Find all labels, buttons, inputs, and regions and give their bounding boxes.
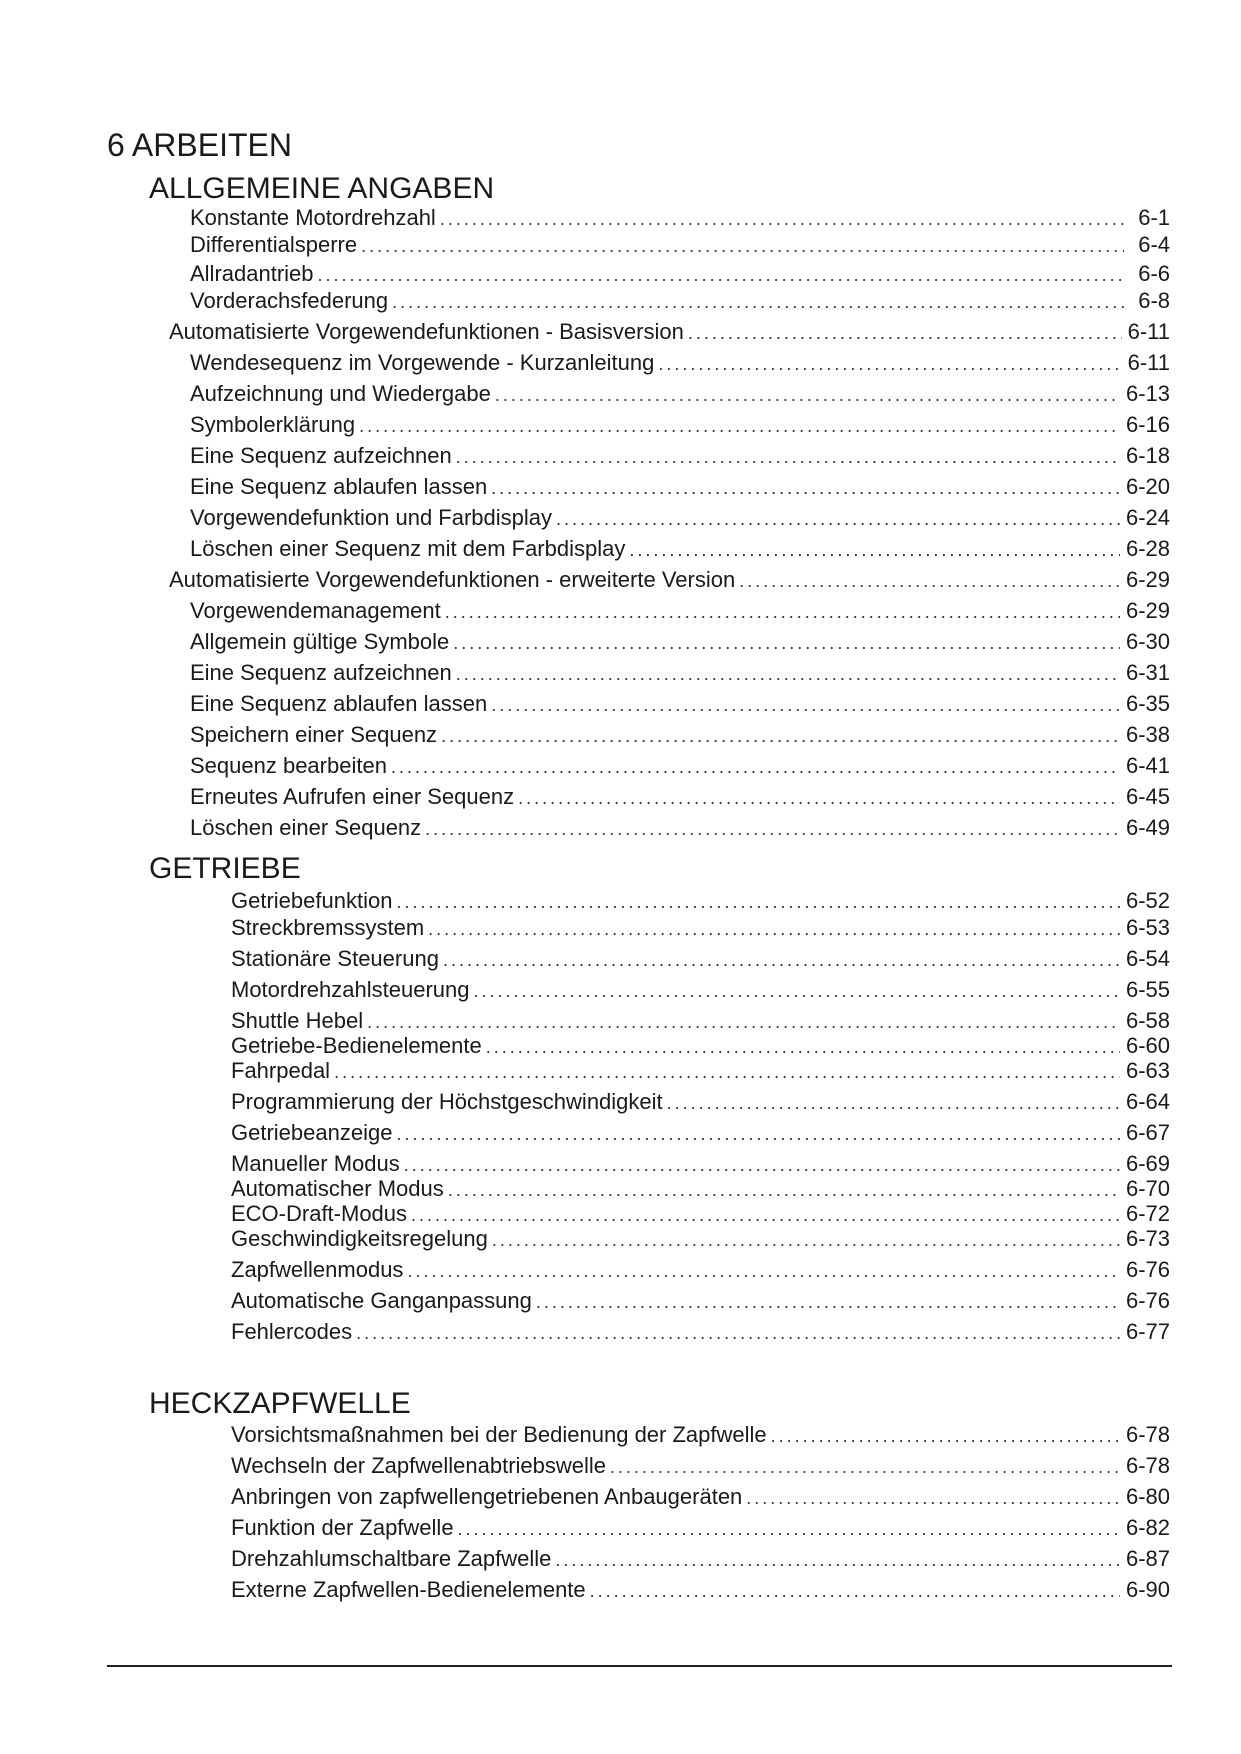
toc-entry-page-number: 6-87 <box>1125 1546 1170 1571</box>
dot-leader <box>536 1289 1120 1315</box>
toc-entry[interactable] <box>231 946 1170 973</box>
toc-entry-label: Differentialsperre <box>190 232 358 257</box>
toc-entry-label: Drehzahlumschaltbare Zapfwelle <box>231 1546 552 1571</box>
toc-entry-label: Motordrehzahlsteuerung <box>231 977 470 1002</box>
toc-entry[interactable] <box>231 1257 1170 1284</box>
dot-leader <box>518 785 1120 811</box>
toc-entry[interactable] <box>190 691 1170 718</box>
toc-entry-label: Programmierung der Höchstgeschwindigkeit <box>231 1089 663 1114</box>
toc-entry-label: Vorgewendefunktion und Farbdisplay <box>190 505 553 530</box>
toc-entry[interactable] <box>231 1089 1170 1116</box>
toc-entry-page-number: 6-28 <box>1125 536 1170 561</box>
dot-leader <box>771 1423 1120 1449</box>
toc-entry[interactable] <box>231 1546 1170 1573</box>
toc-entry-label: Konstante Motordrehzahl <box>190 205 436 230</box>
toc-entry-label: Automatische Ganganpassung <box>231 1288 532 1313</box>
toc-entry-page-number: 6-35 <box>1125 691 1170 716</box>
dot-leader <box>688 320 1122 346</box>
toc-entry-page-number: 6-38 <box>1125 722 1170 747</box>
toc-entry[interactable] <box>231 1484 1170 1511</box>
toc-entry-page-number: 6-8 <box>1138 288 1170 313</box>
toc-entry[interactable] <box>231 1033 1170 1060</box>
toc-entry-label: Anbringen von zapfwellengetriebenen Anbaugeräten <box>231 1484 743 1509</box>
toc-entry[interactable] <box>190 536 1170 563</box>
chapter-title: 6 ARBEITEN <box>107 127 292 163</box>
toc-entry-label: Allgemein gültige Symbole <box>190 629 450 654</box>
toc-entry[interactable] <box>231 915 1170 942</box>
toc-entry-label: Erneutes Aufrufen einer Sequenz <box>190 784 515 809</box>
toc-entry-label: Vorderachsfederung <box>190 288 389 313</box>
toc-entry-page-number: 6-73 <box>1125 1226 1170 1251</box>
dot-leader <box>491 475 1120 501</box>
toc-entry-label: Vorgewendemanagement <box>190 598 441 623</box>
toc-entry-label: Löschen einer Sequenz <box>190 815 422 840</box>
toc-entry[interactable] <box>190 474 1170 501</box>
toc-entry-page-number: 6-90 <box>1125 1577 1170 1602</box>
toc-entry-label: Getriebeanzeige <box>231 1120 393 1145</box>
toc-entry-page-number: 6-24 <box>1125 505 1170 530</box>
toc-entry-page-number: 6-70 <box>1125 1176 1170 1201</box>
toc-entry[interactable] <box>231 888 1170 915</box>
toc-entry-page-number: 6-11 <box>1127 350 1170 375</box>
toc-entry-page-number: 6-6 <box>1138 261 1170 286</box>
toc-entry-page-number: 6-63 <box>1125 1058 1170 1083</box>
toc-entry-page-number: 6-49 <box>1125 815 1170 840</box>
toc-entry-label: Eine Sequenz aufzeichnen <box>190 443 452 468</box>
toc-entry[interactable] <box>231 1176 1170 1203</box>
toc-entry[interactable] <box>190 412 1170 439</box>
dot-leader <box>486 1034 1120 1060</box>
dot-leader <box>556 506 1120 532</box>
dot-leader <box>440 206 1124 232</box>
dot-leader <box>448 1177 1120 1203</box>
toc-entry-page-number: 6-58 <box>1125 1008 1170 1033</box>
toc-entry-label: Allradantrieb <box>190 261 314 286</box>
dot-leader <box>746 1485 1120 1511</box>
toc-entry-label: Getriebefunktion <box>231 888 393 913</box>
toc-entry-page-number: 6-60 <box>1125 1033 1170 1058</box>
dot-leader <box>361 233 1124 259</box>
dot-leader <box>491 692 1120 718</box>
toc-entry-label: ECO-Draft-Modus <box>231 1201 408 1226</box>
toc-entry[interactable] <box>231 1515 1170 1542</box>
toc-entry[interactable] <box>190 381 1170 408</box>
toc-entry-label: Fahrpedal <box>231 1058 331 1083</box>
toc-entry-page-number: 6-78 <box>1125 1453 1170 1478</box>
toc-entry-page-number: 6-76 <box>1125 1257 1170 1282</box>
toc-entry[interactable] <box>190 350 1170 377</box>
dot-leader <box>473 978 1119 1004</box>
dot-leader <box>443 947 1120 973</box>
dot-leader <box>359 413 1120 439</box>
dot-leader <box>411 1202 1120 1228</box>
bottom-rule <box>107 1665 1172 1667</box>
dot-leader <box>458 1516 1120 1542</box>
dot-leader <box>739 568 1120 594</box>
toc-entry[interactable] <box>190 232 1170 259</box>
toc-entry-label: Sequenz bearbeiten <box>190 753 387 778</box>
toc-entry-label: Speichern einer Sequenz <box>190 722 438 747</box>
toc-entry-page-number: 6-1 <box>1138 205 1170 230</box>
dot-leader <box>629 537 1120 563</box>
toc-entry[interactable] <box>231 1319 1170 1346</box>
toc-entry-page-number: 6-11 <box>1127 319 1170 344</box>
toc-entry-label: Fehlercodes <box>231 1319 353 1344</box>
dot-leader <box>453 630 1120 656</box>
dot-leader <box>492 1227 1120 1253</box>
toc-entry[interactable] <box>190 443 1170 470</box>
dot-leader <box>610 1454 1120 1480</box>
toc-entry-label: Stationäre Steuerung <box>231 946 439 971</box>
toc-entry-label: Symbolerklärung <box>190 412 356 437</box>
toc-entry-label: Shuttle Hebel <box>231 1008 364 1033</box>
dot-leader <box>334 1059 1120 1085</box>
section-title: ALLGEMEINE ANGABEN <box>149 172 495 205</box>
toc-entry-label: Eine Sequenz aufzeichnen <box>190 660 452 685</box>
toc-entry-page-number: 6-45 <box>1125 784 1170 809</box>
toc-entry-page-number: 6-4 <box>1138 232 1170 257</box>
toc-entry-label: Automatisierte Vorgewendefunktionen - Basisversion <box>169 319 684 344</box>
toc-entry[interactable] <box>231 1008 1170 1035</box>
dot-leader <box>391 754 1120 780</box>
dot-leader <box>555 1547 1120 1573</box>
toc-entry-page-number: 6-16 <box>1125 412 1170 437</box>
dot-leader <box>392 289 1124 315</box>
toc-entry[interactable] <box>169 567 1170 594</box>
toc-entry-label: Eine Sequenz ablaufen lassen <box>190 474 488 499</box>
dot-leader <box>456 661 1120 687</box>
toc-entry-label: Funktion der Zapfwelle <box>231 1515 454 1540</box>
toc-entry[interactable] <box>190 660 1170 687</box>
toc-entry-page-number: 6-13 <box>1125 381 1170 406</box>
section-title: HECKZAPFWELLE <box>149 1387 411 1420</box>
toc-entry[interactable] <box>190 205 1170 232</box>
toc-entry-page-number: 6-29 <box>1125 598 1170 623</box>
toc-entry-page-number: 6-78 <box>1125 1422 1170 1447</box>
toc-entry-label: Automatisierte Vorgewendefunktionen - erweiterte Version <box>169 567 736 592</box>
toc-entry-label: Aufzeichnung und Wiedergabe <box>190 381 491 406</box>
toc-entry[interactable] <box>231 1288 1170 1315</box>
toc-entry-page-number: 6-55 <box>1125 977 1170 1002</box>
toc-entry[interactable] <box>231 1151 1170 1178</box>
dot-leader <box>407 1258 1120 1284</box>
toc-entry-page-number: 6-76 <box>1125 1288 1170 1313</box>
toc-entry[interactable] <box>190 598 1170 625</box>
toc-entry-label: Streckbremssystem <box>231 915 425 940</box>
toc-entry[interactable] <box>231 1058 1170 1085</box>
toc-entry-label: Geschwindigkeitsregelung <box>231 1226 488 1251</box>
toc-entry[interactable] <box>190 784 1170 811</box>
toc-entry-page-number: 6-54 <box>1125 946 1170 971</box>
toc-entry[interactable] <box>231 1422 1170 1449</box>
toc-entry-page-number: 6-72 <box>1125 1201 1170 1226</box>
toc-entry-page-number: 6-20 <box>1125 474 1170 499</box>
dot-leader <box>396 1121 1120 1147</box>
toc-entry[interactable] <box>190 629 1170 656</box>
dot-leader <box>318 262 1124 288</box>
toc-entry-page-number: 6-77 <box>1125 1319 1170 1344</box>
dot-leader <box>356 1320 1120 1346</box>
toc-entry-label: Wechseln der Zapfwellenabtriebswelle <box>231 1453 607 1478</box>
toc-entry-page-number: 6-52 <box>1125 888 1170 913</box>
toc-entry-page-number: 6-31 <box>1125 660 1170 685</box>
toc-entry[interactable] <box>231 1577 1170 1604</box>
toc-entry-label: Löschen einer Sequenz mit dem Farbdisplay <box>190 536 626 561</box>
section-title: GETRIEBE <box>149 852 301 885</box>
dot-leader <box>425 816 1120 842</box>
toc-entry[interactable] <box>231 1120 1170 1147</box>
toc-entry[interactable] <box>231 977 1170 1004</box>
toc-entry[interactable] <box>231 1201 1170 1228</box>
dot-leader <box>445 599 1120 625</box>
toc-entry-page-number: 6-67 <box>1125 1120 1170 1145</box>
toc-entry[interactable] <box>231 1226 1170 1253</box>
dot-leader <box>590 1578 1120 1604</box>
toc-entry-page-number: 6-41 <box>1125 753 1170 778</box>
toc-entry-label: Vorsichtsmaßnahmen bei der Bedienung der Zapfwelle <box>231 1422 767 1447</box>
dot-leader <box>441 723 1120 749</box>
toc-entry-label: Eine Sequenz ablaufen lassen <box>190 691 488 716</box>
toc-entry-page-number: 6-30 <box>1125 629 1170 654</box>
toc-entry[interactable] <box>231 1453 1170 1480</box>
dot-leader <box>456 444 1120 470</box>
toc-entry-label: Getriebe-Bedienelemente <box>231 1033 482 1058</box>
toc-entry[interactable] <box>190 722 1170 749</box>
dot-leader <box>495 382 1120 408</box>
toc-entry-page-number: 6-53 <box>1125 915 1170 940</box>
toc-entry[interactable] <box>190 753 1170 780</box>
toc-entry-label: Zapfwellenmodus <box>231 1257 404 1282</box>
toc-entry[interactable] <box>190 261 1170 288</box>
dot-leader <box>367 1009 1120 1035</box>
toc-entry-page-number: 6-64 <box>1125 1089 1170 1114</box>
dot-leader <box>428 916 1120 942</box>
toc-entry[interactable] <box>190 288 1170 315</box>
toc-entry-page-number: 6-18 <box>1125 443 1170 468</box>
toc-entry-page-number: 6-80 <box>1125 1484 1170 1509</box>
toc-entry[interactable] <box>190 505 1170 532</box>
toc-entry-label: Automatischer Modus <box>231 1176 444 1201</box>
toc-entry-page-number: 6-82 <box>1125 1515 1170 1540</box>
dot-leader <box>667 1090 1120 1116</box>
dot-leader <box>658 351 1121 377</box>
dot-leader <box>396 889 1120 915</box>
toc-entry-label: Externe Zapfwellen-Bedienelemente <box>231 1577 586 1602</box>
toc-entry-page-number: 6-29 <box>1125 567 1170 592</box>
toc-entry-label: Wendesequenz im Vorgewende - Kurzanleitung <box>190 350 655 375</box>
dot-leader <box>404 1152 1120 1178</box>
toc-entry-page-number: 6-69 <box>1125 1151 1170 1176</box>
toc-entry[interactable] <box>169 319 1170 346</box>
toc-entry[interactable] <box>190 815 1170 842</box>
toc-entry-label: Manueller Modus <box>231 1151 400 1176</box>
